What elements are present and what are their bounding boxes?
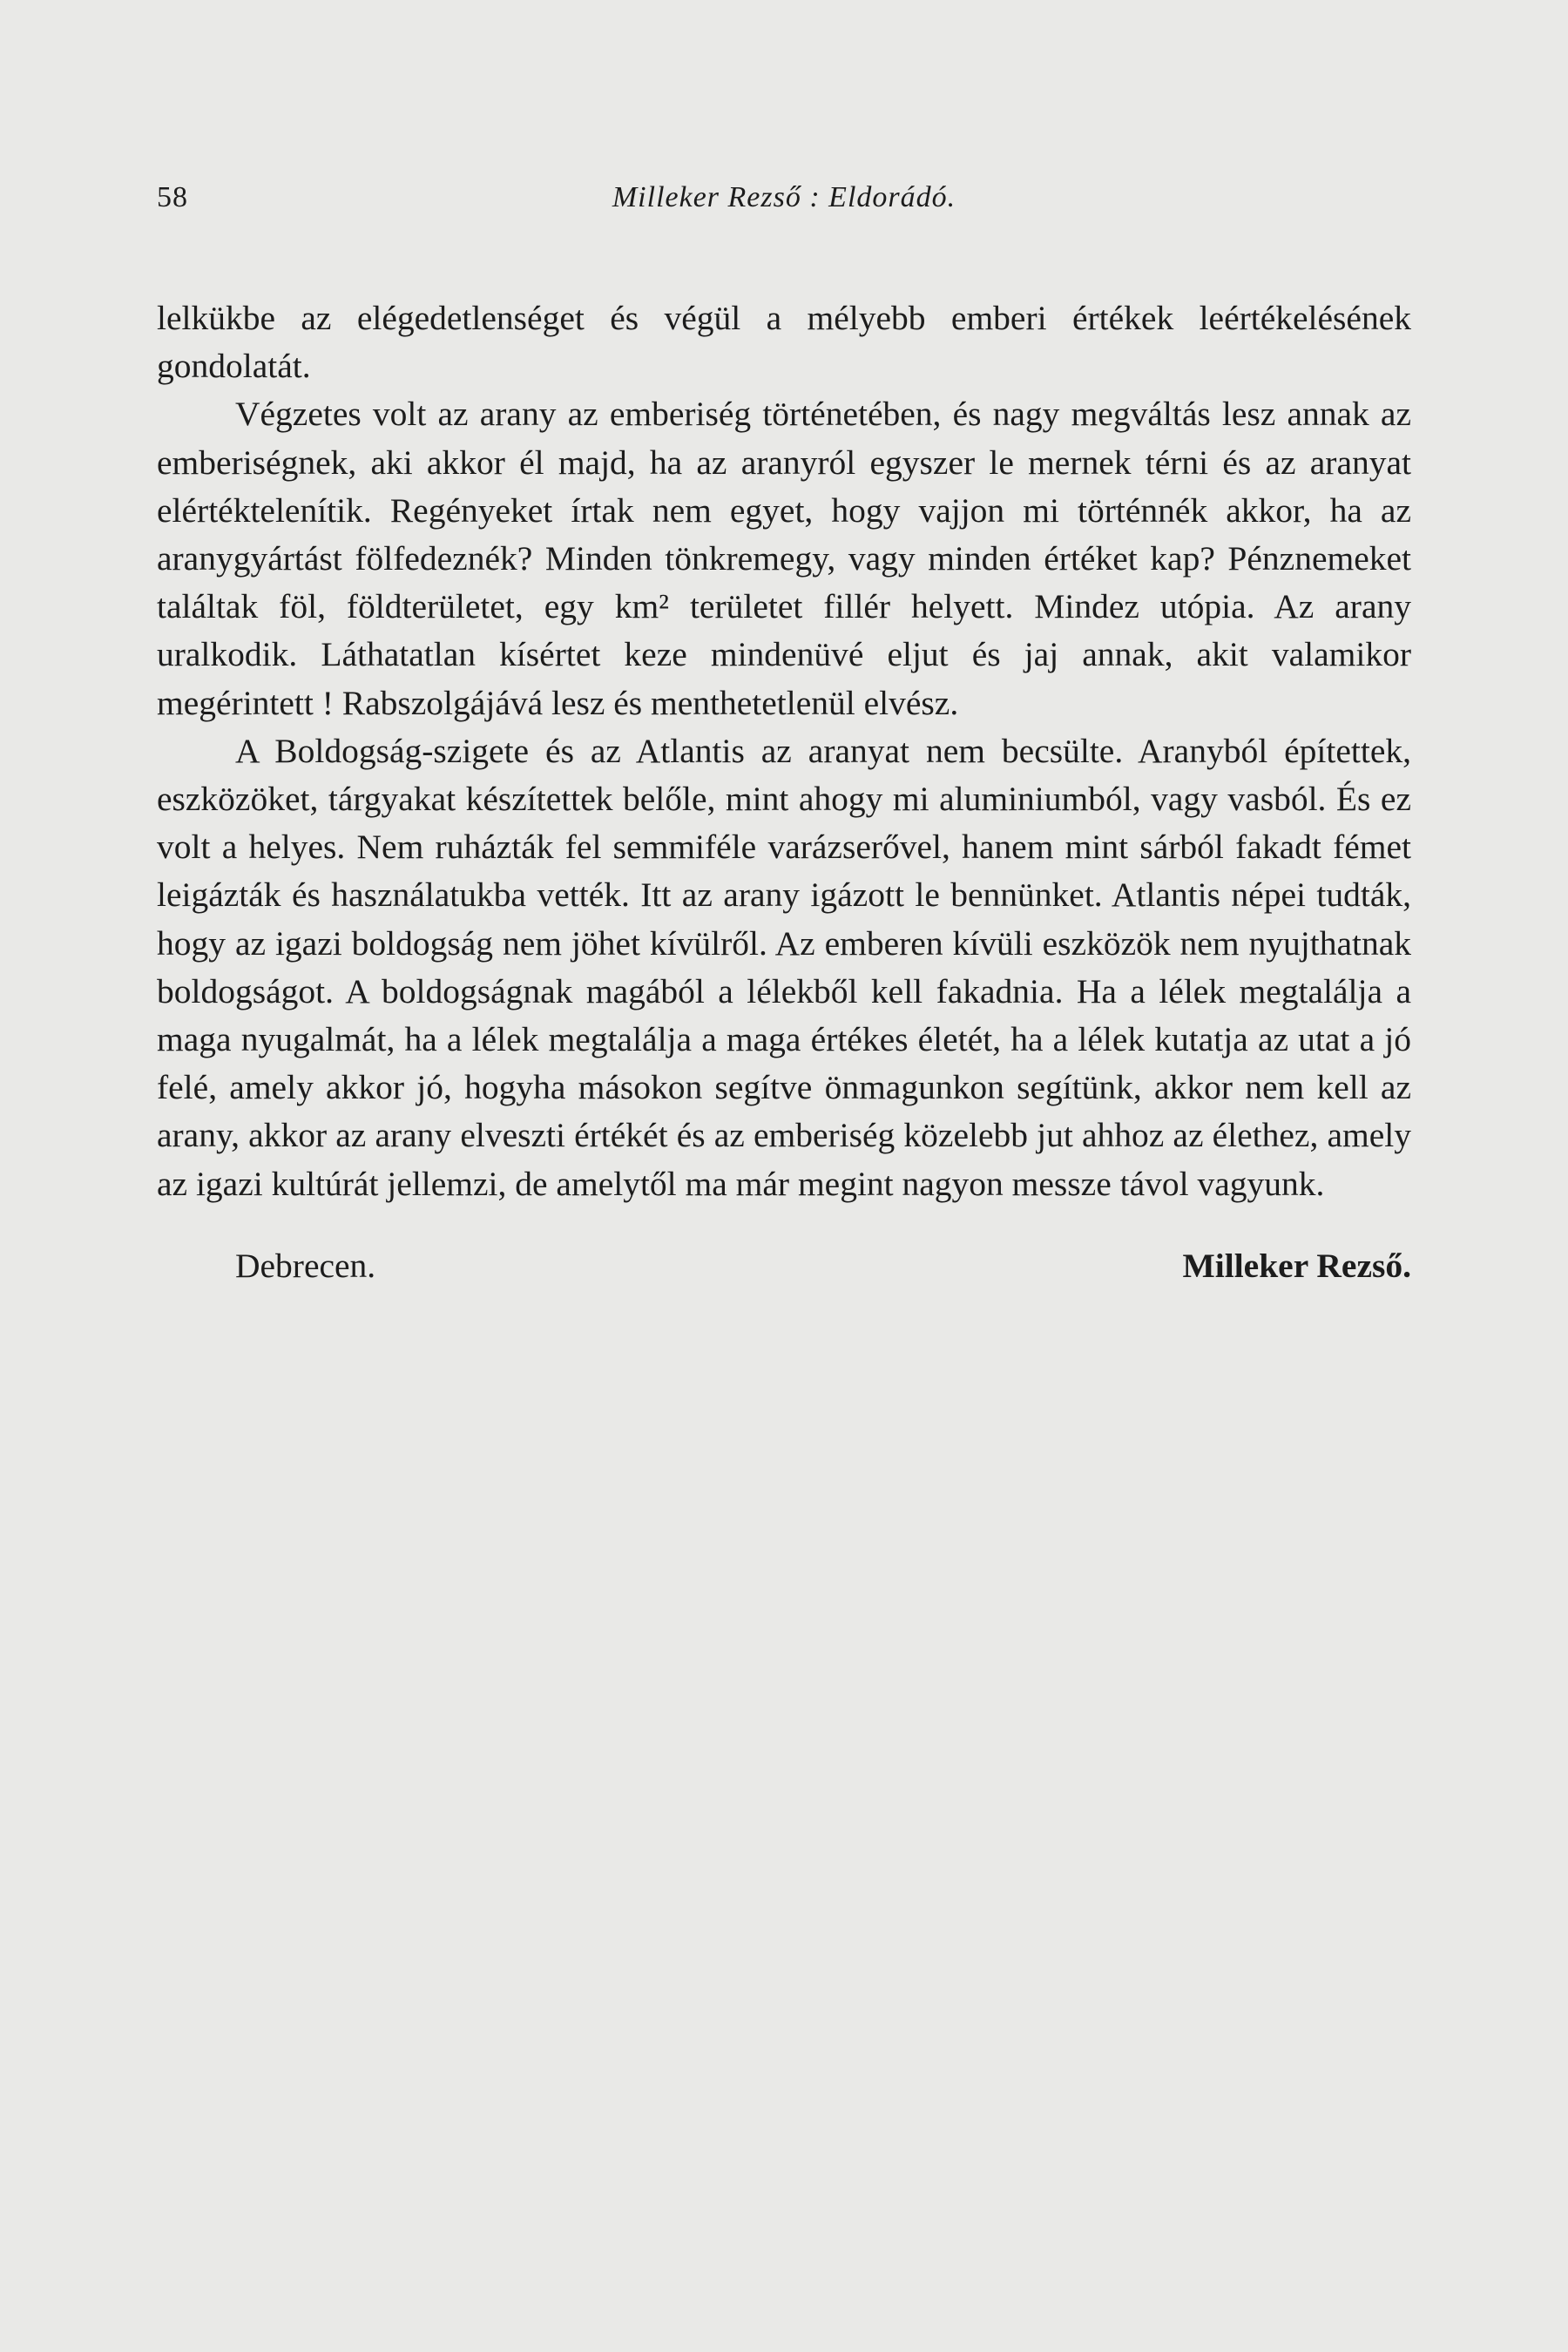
paragraph-continuation: lelkükbe az elégedetlenséget és végül a mélyebb emberi értékek leértékelésének gondolatát. bbox=[157, 299, 1411, 386]
page-number: 58 bbox=[157, 181, 188, 213]
place-of-writing: Debrecen. bbox=[235, 1247, 376, 1285]
body-text bbox=[157, 294, 1411, 1208]
paragraph-gold-history: Végzetes volt az arany az emberiség történetében, és nagy megváltás lesz annak az emberiségnek, aki akkor él majd, ha az aranyról egyszer le mernek térni és az aranyat elértéktelenítik. Regényeket írtak nem egyet, hogy vajjon mi történnék akkor, ha az aranygyártást fölfedeznék? Minden tönkremegy, vagy minden értéket kap? Pénznemeket találtak föl, földterületet, egy km² területet fillér helyett. Mindez utópia. Az arany uralkodik. Láthatatlan kísértet keze mindenüvé eljut és jaj annak, akit valamikor megérintett ! Rabszolgájává lesz és menthetetlenül elvész. bbox=[157, 395, 1411, 722]
paragraph-atlantis: A Boldogság-szigete és az Atlantis az aranyat nem becsülte. Aranyból építettek, eszközöket, tárgyakat készítettek belőle, mint ahogy mi aluminiumból, vagy vasból. És ez volt a helyes. Nem ruházták fel semmiféle varázserővel, hanem mint sárból fakadt fémet leigázták és használatukba vették. Itt az arany igázott le bennünket. Atlantis népei tudták, hogy az igazi boldogság nem jöhet kívülről. Az emberen kívüli eszközök nem nyujthatnak boldogságot. A boldogságnak magából a lélekből kell fakadnia. Ha a lélek megtalálja a maga nyugalmát, ha a lélek megtalálja a maga értékes életét, ha a lélek kutatja az utat a jó felé, amely akkor jó, hogyha másokon segítve önmagunkon segítünk, akkor nem kell az arany, akkor az arany elveszti értékét és az emberiség közelebb jut ahhoz az élethez, amely az igazi kultúrát jellemzi, de amelytől ma már megint nagyon messze távol vagyunk. bbox=[157, 731, 1411, 1203]
running-head bbox=[157, 181, 1411, 225]
author-signature: Milleker Rezső. bbox=[1182, 1247, 1411, 1285]
running-title: Milleker Rezső : Eldorádó. bbox=[612, 181, 956, 213]
closing-line bbox=[157, 1246, 1411, 1298]
